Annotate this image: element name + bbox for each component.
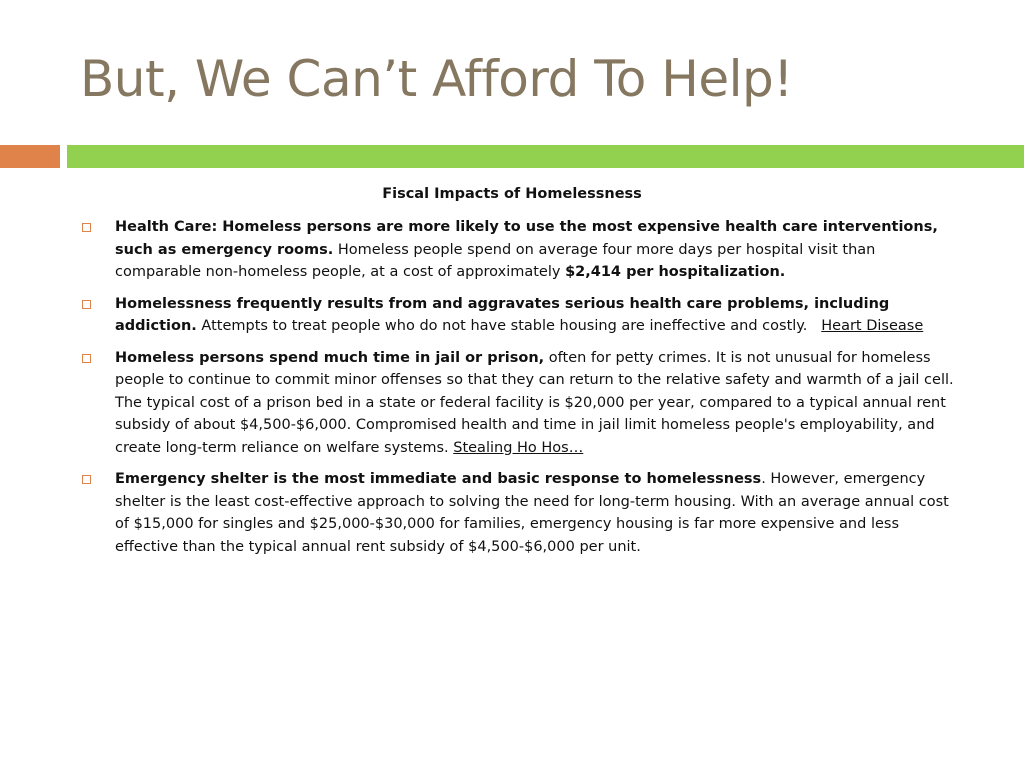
bullet-bold-tail: $2,414 per hospitalization. — [565, 264, 786, 280]
bullet-item-emergency-shelter — [78, 468, 958, 558]
bullet-list — [78, 216, 958, 567]
bullet-marker-icon — [82, 475, 91, 484]
accent-bar-orange — [0, 145, 60, 168]
heart-disease-link[interactable]: Heart Disease — [821, 318, 924, 334]
bullet-marker-icon — [82, 223, 91, 232]
bullet-text: . However, emergency shelter is the least cost-effective approach to solving the need for long-term housing. With an average annual cost of $15,000 for singles and $25,000-$30,000 for families, emergency housing is far more expensive and less effective than the typical annual rent subsidy of $4,500-$6,000 per unit. — [115, 471, 949, 555]
stealing-ho-hos-link[interactable]: Stealing Ho Hos… — [453, 439, 584, 456]
bullet-marker-icon — [82, 300, 91, 309]
bullet-item-health-care — [78, 216, 958, 284]
bullet-bold-lead: Health Care: Homeless persons are more likely to use the most expensive health care interventions, such as emergency rooms. — [115, 219, 938, 258]
bullet-item-jail — [78, 347, 958, 460]
bullet-bold-lead: Homelessness frequently results from and aggravates serious health care problems, including addiction. — [115, 295, 890, 334]
bullet-item-addiction — [78, 293, 958, 338]
accent-bar-green — [67, 145, 1024, 168]
bullet-text: often for petty crimes. It is not unusual for homeless people to continue to commit minor offenses so that they can return to the relative safety and warmth of a jail cell. The typical cost of a prison bed in a state or federal facility is $20,000 per year, compared to a typical annual rent subsidy of about $4,500-$6,000. Compromised health and time in jail limit homeless people's employability, and create long-term reliance on welfare systems. — [115, 349, 954, 456]
bullet-text: Homeless people spend on average four more days per hospital visit than comparable non-homeless people, at a cost of approximately — [115, 241, 876, 280]
bullet-text: Attempts to treat people who do not have stable housing are ineffective and costly. — [196, 318, 822, 334]
bullet-bold-lead: Emergency shelter is the most immediate and basic response to homelessness — [115, 471, 762, 487]
bullet-bold-lead: Homeless persons spend much time in jail or prison, — [115, 349, 545, 366]
slide-title: But, We Can’t Afford To Help! — [80, 50, 793, 108]
slide-subheading: Fiscal Impacts of Homelessness — [382, 186, 642, 202]
bullet-marker-icon — [82, 354, 91, 363]
